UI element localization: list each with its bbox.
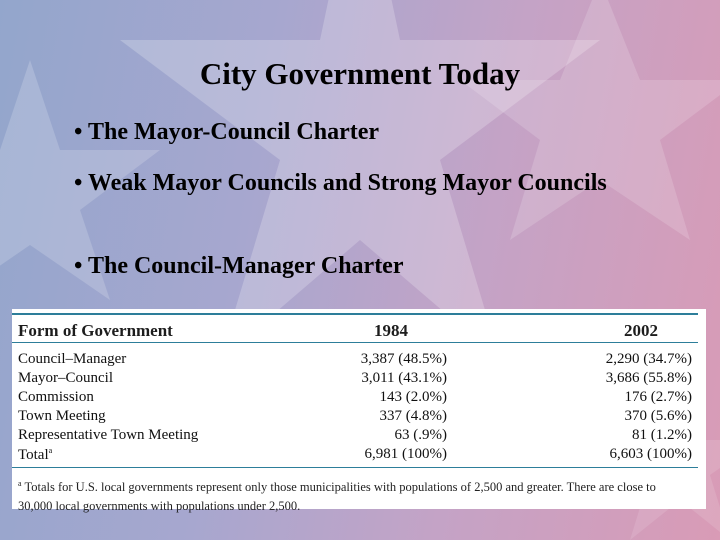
slide-title: City Government Today [199, 56, 521, 91]
header-rule [12, 342, 698, 343]
row-2002: 81 (1.2%) [632, 427, 692, 443]
row-2002: 176 (2.7%) [624, 389, 692, 405]
row-2002: 2,290 (34.7%) [605, 351, 692, 367]
table-row [12, 370, 702, 388]
footnote-marker: a [18, 479, 22, 488]
row-form: Council–Manager [18, 351, 127, 367]
row-2002: 370 (5.6%) [624, 408, 692, 424]
row-2002: 3,686 (55.8%) [605, 370, 692, 386]
table-footnote [18, 474, 690, 516]
table-row [12, 389, 702, 407]
row-1984: 143 (2.0%) [379, 389, 447, 405]
table-row-total [12, 446, 702, 464]
table-row [12, 427, 702, 445]
header-1984: 1984 [374, 321, 408, 340]
row-form: Mayor–Council [18, 370, 113, 386]
bullet-mayor-council: • The Mayor-Council Charter [74, 119, 380, 145]
row-2002: 6,603 (100%) [609, 446, 692, 462]
header-2002: 2002 [624, 321, 658, 340]
row-1984: 6,981 (100%) [364, 446, 447, 462]
bullet-council-manager: • The Council-Manager Charter [74, 253, 404, 279]
footnote-text: Totals for U.S. local governments represent only those municipalities with populations of 2,500 and greater. There are close to 30,000 local governments with populations under 2,500. [18, 480, 656, 514]
row-1984: 3,011 (43.1%) [361, 370, 447, 386]
header-form-of-government: Form of Government [18, 321, 173, 340]
table-row [12, 408, 702, 426]
row-1984: 63 (.9%) [394, 427, 447, 443]
footnote-marker: a [48, 446, 53, 455]
government-forms-table [12, 309, 706, 514]
table-row [12, 351, 702, 369]
table-top-rule [12, 313, 698, 315]
row-1984: 3,387 (48.5%) [360, 351, 447, 367]
bullet-weak-strong-mayor: • Weak Mayor Councils and Strong Mayor Councils [74, 170, 607, 196]
row-form: Commission [18, 389, 94, 405]
table-bottom-rule [12, 467, 698, 468]
row-1984: 337 (4.8%) [379, 408, 447, 424]
row-form: Representative Town Meeting [18, 427, 199, 443]
row-form [18, 446, 52, 464]
total-label: Total [18, 447, 49, 463]
row-form: Town Meeting [18, 408, 106, 424]
